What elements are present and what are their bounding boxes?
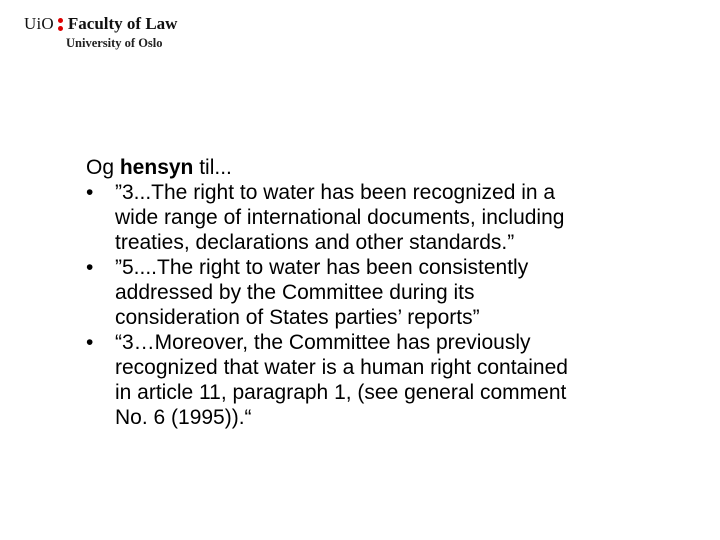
slide-body: [86, 155, 686, 430]
logo-faculty-name: Faculty of Law: [67, 14, 178, 33]
quote-line: recognized that water is a human right contained: [115, 356, 568, 379]
logo-dots-icon: [58, 17, 63, 31]
quote-line: treaties, declarations and other standards.”: [115, 231, 515, 254]
slide-intro: [86, 155, 686, 180]
quote-line: wide range of international documents, including: [115, 206, 565, 229]
logo-uio-text: UiO: [24, 14, 54, 33]
logo-university-name: University of Oslo: [66, 36, 163, 50]
quote-line: No. 6 (1995)).“: [115, 406, 252, 429]
bullet-icon: •: [86, 256, 94, 279]
list-item: [86, 255, 675, 330]
quote-line: “3…Moreover, the Committee has previously: [115, 331, 531, 354]
quote-list: [86, 180, 686, 430]
quote-line: addressed by the Committee during its: [115, 281, 475, 304]
quote-line: consideration of States parties’ reports”: [115, 306, 480, 329]
quote-line: in article 11, paragraph 1, (see general comment: [115, 381, 567, 404]
bullet-icon: •: [86, 181, 94, 204]
bullet-icon: •: [86, 331, 94, 354]
list-item: [86, 180, 675, 255]
list-item: [86, 330, 675, 430]
faculty-logo: [24, 14, 177, 50]
intro-bold-word: hensyn: [119, 156, 194, 179]
intro-prefix: Og: [86, 156, 120, 179]
intro-suffix: til...: [193, 156, 232, 179]
logo-title-row: [24, 14, 177, 34]
quote-line: ”5....The right to water has been consistently: [115, 256, 529, 279]
quote-line: ”3...The right to water has been recognized in a: [115, 181, 556, 204]
